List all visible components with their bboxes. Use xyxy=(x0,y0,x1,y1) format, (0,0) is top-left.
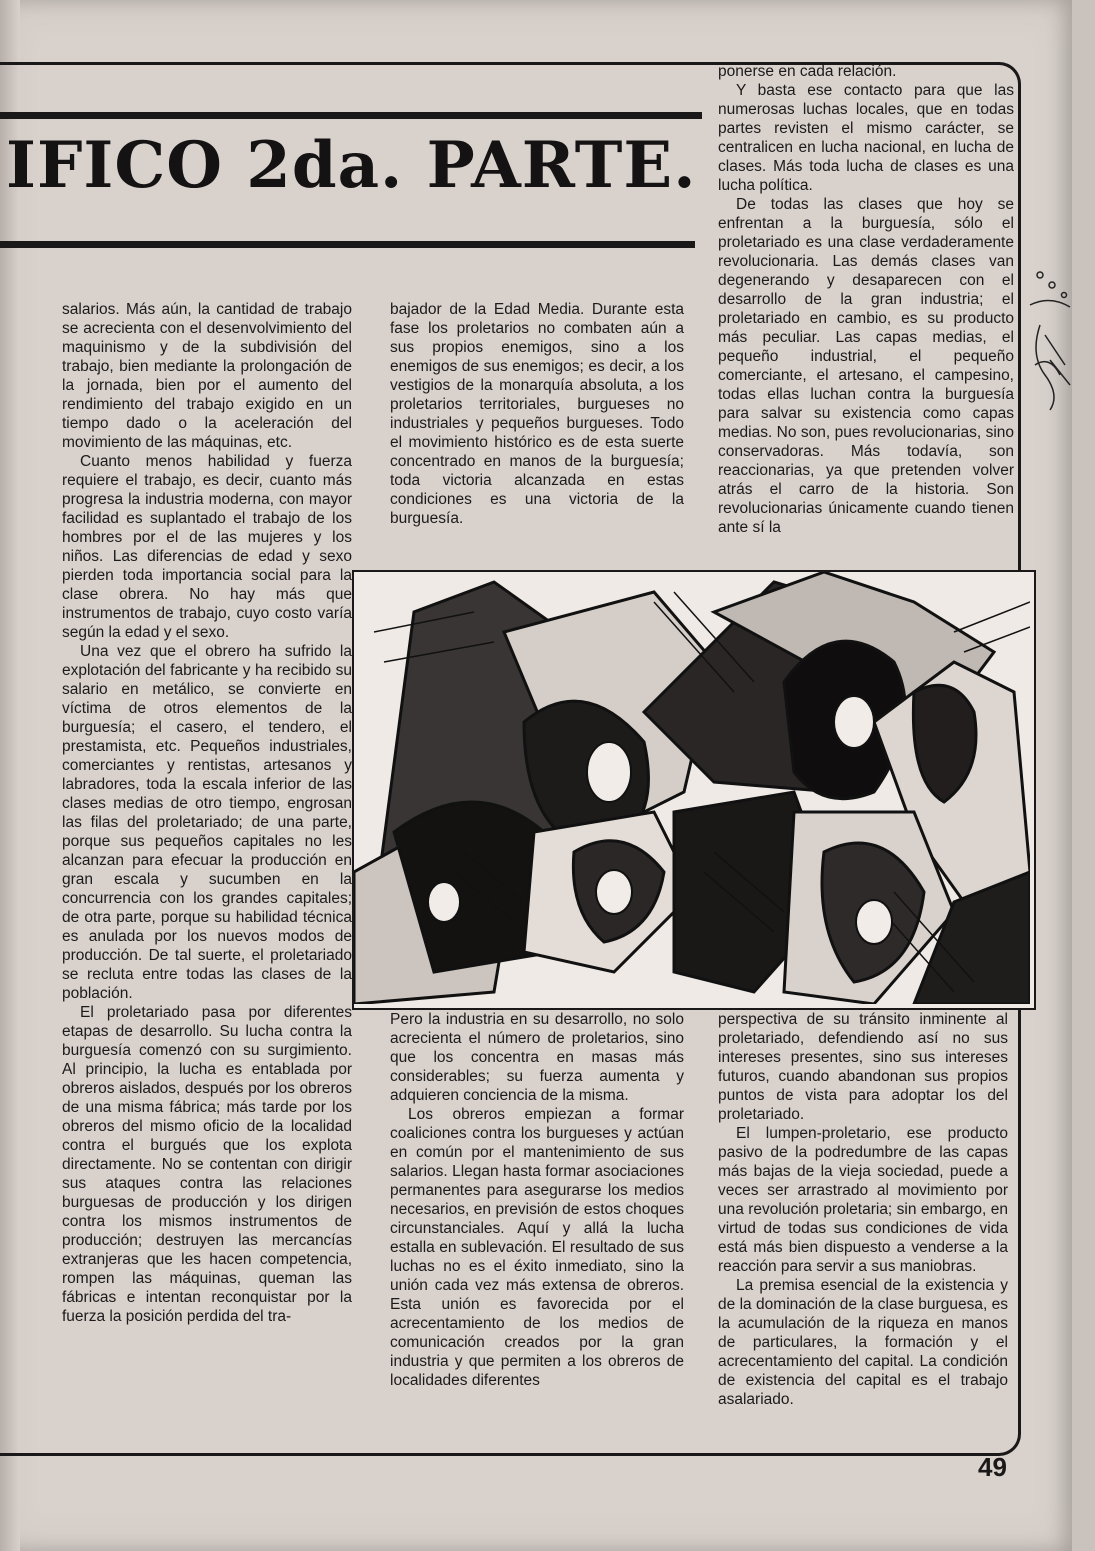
paragraph: La premisa esencial de la existencia y de la dominación de la clase burguesa, es la acumulación de la riqueza en manos de particulares, la formación y el acrecentamiento del capital. La condición de existencia del capital es el trabajo asalariado. xyxy=(718,1277,1008,1408)
paragraph: Una vez que el obrero ha sufrido la explotación del fabricante y ha recibido su salario en metálico, se convierte en víctima de otros elementos de la burguesía; el casero, el tendero, el prestamista, etc. Pequeños industriales, comerciantes y rentistas, artesanos y labradores, toda la escala inferior de las clases medias de otro tiempo, engrosan las filas del proletariado; de una parte, porque sus pequeños capitales no les alcanzan para efecuar la producción en gran escala y sucumben en la concurrencia con los grandes capitales; de otra parte, porque su habilidad técnica es anulada por los nuevos modos de producción. De tal suerte, el proletariado se recluta entre todas las clases de la población. xyxy=(62,643,352,1002)
woodcut-illustration xyxy=(352,570,1036,1010)
paragraph: El lumpen-proletario, ese producto pasivo de la podredumbre de las capas más bajas de la vieja sociedad, puede a veces ser arrastrado al movimiento por una revolución proletaria; sin embargo, en virtud de todas sus condiciones de vida está más bien dispuesto a venderse a la reacción para servir a sus maniobras. xyxy=(718,1125,1008,1275)
column-3-bottom xyxy=(718,1010,1008,1409)
paragraph: Y basta ese contacto para que las numerosas luchas locales, que en todas partes revisten el mismo carácter, se centralicen en lucha nacional, en lucha de clases. Más toda lucha de clases es una lucha política. xyxy=(718,82,1014,194)
column-3-top xyxy=(718,62,1014,537)
column-2-bottom xyxy=(390,1010,684,1390)
paragraph: salarios. Más aún, la cantidad de trabajo se acrecienta con el desenvolvimiento del maquinismo y de la subdivisión del trabajo, bien mediante la prolongación de la jornada, bien por el aumento del rendimiento del trabajo exigido en un tiempo dado o la aceleración del movimiento de las máquinas, etc. xyxy=(62,301,352,451)
paragraph: bajador de la Edad Media. Durante esta fase los proletarios no combaten aún a sus propios enemigos, sino a los enemigos de sus enemigos; es decir, a los vestigios de la monarquía absoluta, a los proletarios territoriales, burgueses no industriales y pequeños burgueses. Todo el movimiento histórico es de esta suerte concentrado en manos de la burguesía; toda victoria alcanzada en estas condiciones es una victoria de la burguesía. xyxy=(390,301,684,527)
paragraph: Pero la industria en su desarrollo, no solo acrecienta el número de proletarios, sino que los concentra en masas más considerables; su fuerza aumenta y adquieren conciencia de la misma. xyxy=(390,1011,684,1104)
paragraph: El proletariado pasa por diferentes etapas de desarrollo. Su lucha contra la burguesía comenzó con su surgimiento. Al principio, la lucha es entablada por obreros aislados, después por los obreros de una misma fábrica; más tarde por los obreros del mismo oficio de la localidad contra el burgués que los explota directamente. No se contentan con dirigir sus ataques contra las relaciones burguesas de producción y los dirigen contra los mismos instrumentos de producción; destruyen las mercancías extranjeras que les hacen competencia, rompen las máquinas, queman las fábricas e intentan reconquistar por la fuerza la posición perdida del tra- xyxy=(62,1004,352,1325)
paragraph: De todas las clases que hoy se enfrentan a la burguesía, sólo el proletariado es una clase verdaderamente revolucionaria. Las demás clases van degenerando y desaparecen con el desarrollo de la gran industria; el proletariado en cambio, es su producto más peculiar. Las capas medias, el pequeño industrial, el pequeño comerciante, el artesano, el campesino, todas ellas luchan contra la burguesía para salvar su existencia como capas medias. No son, pues revolucionarias, sino conservadoras. Más todavía, son reaccionarias, ya que pretenden volver atrás el carro de la historia. Son revolucionarias únicamente cuando tienen ante sí la xyxy=(718,196,1014,536)
column-1 xyxy=(62,300,352,1326)
margin-doodle xyxy=(1020,265,1080,415)
paragraph: ponerse en cada relación. xyxy=(718,63,897,80)
page-number: 49 xyxy=(978,1452,1007,1482)
page-title: IFICO 2da. PARTE. xyxy=(6,128,697,203)
paragraph: Cuanto menos habilidad y fuerza requiere el trabajo, es decir, cuanto más progresa la industria moderna, con mayor facilidad es suplantado el trabajo de los hombres por el de las mujeres y los niños. Las diferencias de edad y sexo pierden toda importancia social para la clase obrera. No hay más que instrumentos de trabajo, cuyo costo varía según la edad y el sexo. xyxy=(62,453,352,641)
paragraph: Los obreros empiezan a formar coaliciones contra los burgueses y actúan en común por el mantenimiento de sus salarios. Llegan hasta formar asociaciones permanentes para asegurarse los medios necesarios, en previsión de estos choques circunstanciales. Aquí y allá la lucha estalla en sublevación. El resultado de sus luchas no es el éxito inmediato, sino la unión cada vez más extensa de obreros. Esta unión es favorecida por el acrecentamiento de los medios de comunicación creados por la gran industria y que permiten a los obreros de localidades diferentes xyxy=(390,1106,684,1389)
title-rule-bottom xyxy=(0,241,695,248)
title-rule-top xyxy=(0,112,702,119)
column-2-top xyxy=(390,300,684,528)
paragraph: perspectiva de su tránsito inminente al proletariado, defendiendo así no sus intereses presentes, sino sus intereses futuros, cuando abandonan sus propios puntos de vista para adoptar los del proletariado. xyxy=(718,1011,1008,1123)
